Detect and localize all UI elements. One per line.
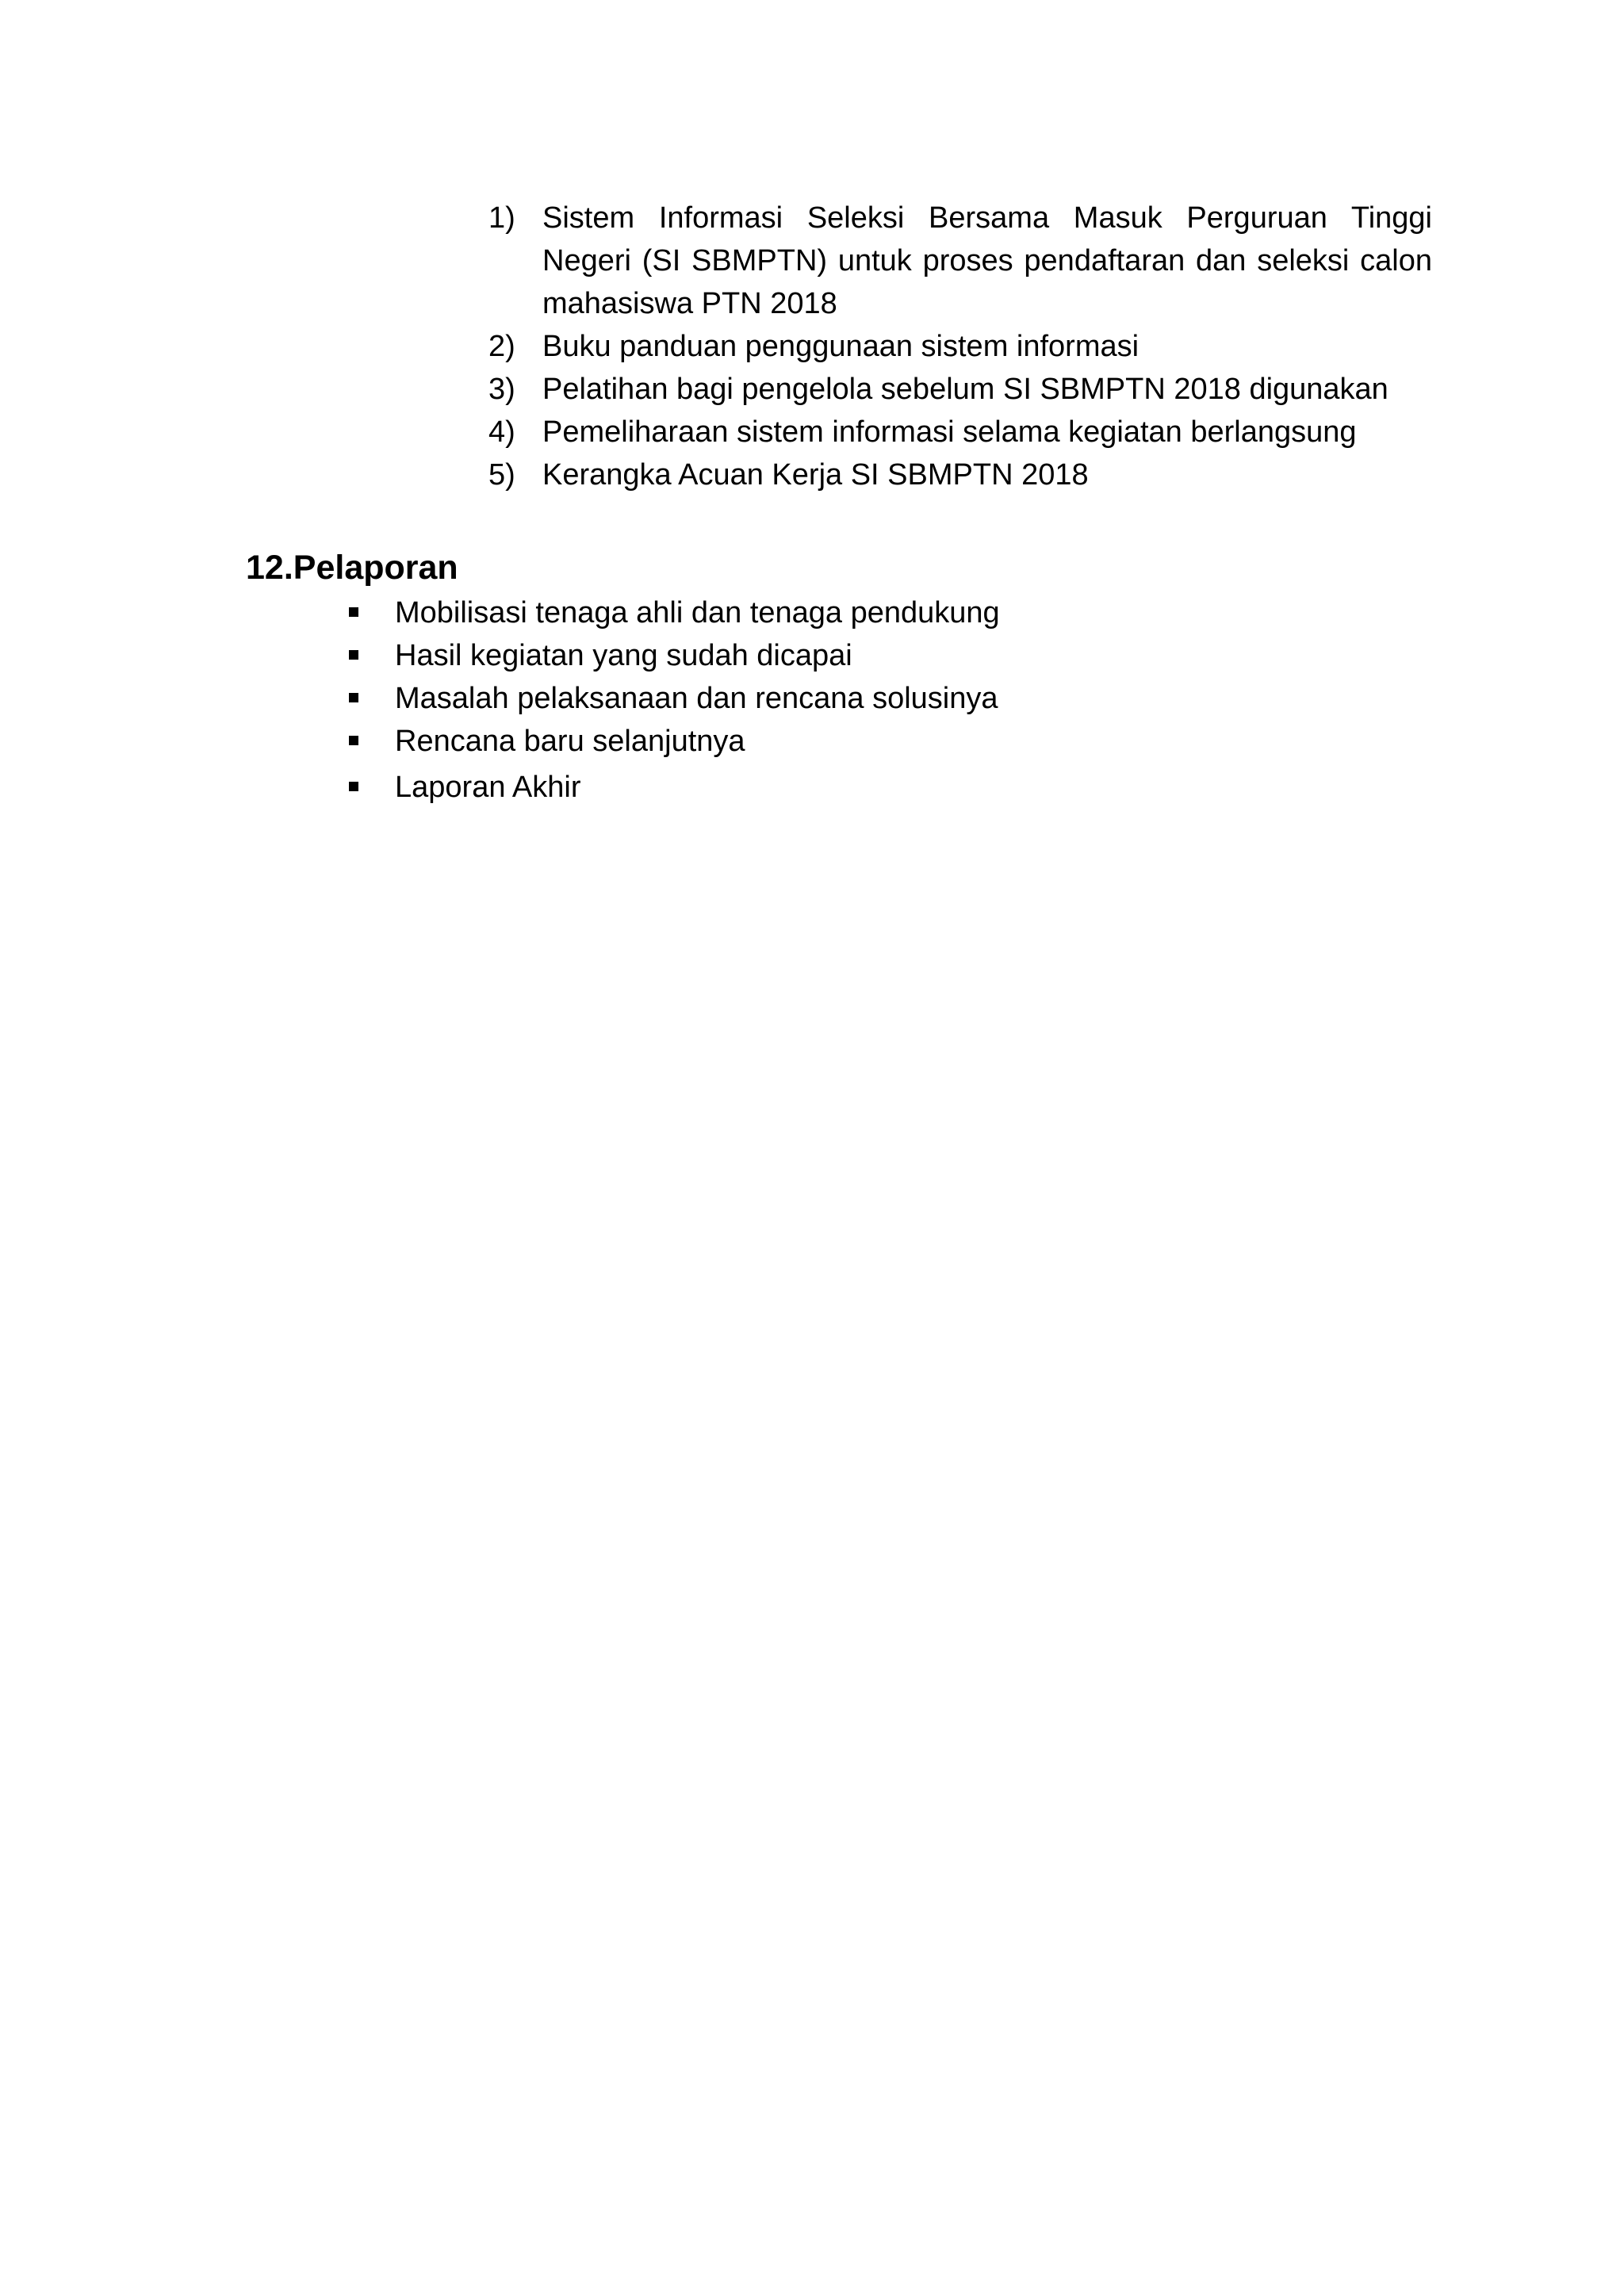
square-bullet-icon <box>349 650 358 660</box>
bullet-list-item <box>346 720 1377 763</box>
bullet-list-item <box>346 591 1377 634</box>
bullet-item-text: Rencana baru selanjutnya <box>395 725 745 758</box>
list-item-text: Pelatihan bagi pengelola sebelum SI SBMPTN 2018 digunakan <box>542 373 1388 406</box>
list-item-number: 4) <box>488 415 515 449</box>
square-bullet-icon <box>349 693 358 702</box>
bullet-item-text: Hasil kegiatan yang sudah dicapai <box>395 639 852 672</box>
numbered-list-item <box>488 368 1432 411</box>
numbered-list-item <box>488 197 1432 325</box>
deliverables-numbered-list <box>488 197 1432 496</box>
square-bullet-icon <box>349 736 358 745</box>
bullet-item-text: Masalah pelaksanaan dan rencana solusinya <box>395 682 998 715</box>
list-item-text: Kerangka Acuan Kerja SI SBMPTN 2018 <box>542 458 1089 492</box>
list-item-text: Pemeliharaan sistem informasi selama kegiatan berlangsung <box>542 415 1357 449</box>
square-bullet-icon <box>349 782 358 791</box>
bullet-item-text: Laporan Akhir <box>395 771 581 804</box>
list-item-number: 5) <box>488 458 515 492</box>
square-bullet-icon <box>349 607 358 617</box>
bullet-list-item <box>346 677 1377 720</box>
list-item-number: 3) <box>488 373 515 406</box>
bullet-list-item <box>346 634 1377 677</box>
pelaporan-bullet-list <box>346 591 1377 809</box>
bullet-item-text: Mobilisasi tenaga ahli dan tenaga pendukung <box>395 596 1000 629</box>
section-heading-pelaporan: 12.Pelaporan <box>246 549 458 587</box>
list-item-text: Sistem Informasi Seleksi Bersama Masuk Perguruan Tinggi Negeri (SI SBMPTN) untuk proses pendaftaran dan seleksi calon mahasiswa PTN 2018 <box>542 201 1432 320</box>
list-item-number: 1) <box>488 201 515 235</box>
list-item-number: 2) <box>488 330 515 363</box>
numbered-list-item <box>488 411 1432 453</box>
numbered-list-item <box>488 453 1432 496</box>
bullet-list-item <box>346 766 1377 809</box>
list-item-text: Buku panduan penggunaan sistem informasi <box>542 330 1139 363</box>
numbered-list-item <box>488 325 1432 368</box>
